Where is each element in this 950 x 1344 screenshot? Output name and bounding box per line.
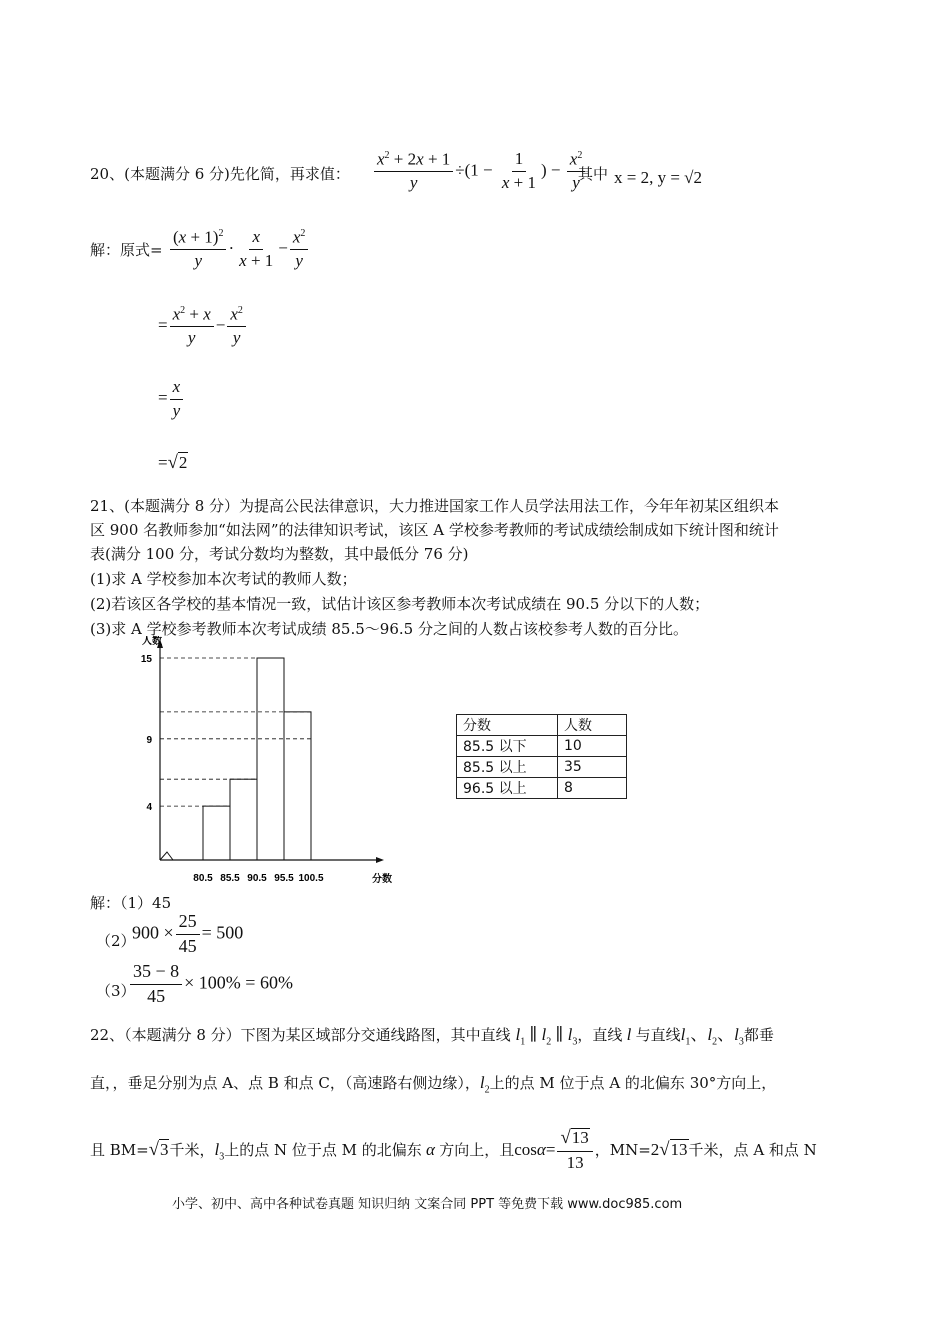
q21-answer-2-label: （2）: [96, 932, 136, 950]
y-tick-label: 15: [140, 654, 152, 665]
q21-line-5: (2)若该区各学校的基本情况一致，试估计该区参考教师本次考试成绩在 90.5 分以下的人数；: [90, 595, 710, 613]
axis-break: [160, 852, 173, 860]
q22-line-3c: 上的点 N 位于点 M 的北偏东: [224, 1141, 422, 1160]
x-tick-label: 100.5: [298, 873, 324, 884]
q21-line-1: 21、(本题满分 8 分）为提高公民法律意识，大力推进国家工作人员学法用法工作，今年年初某区组织本: [90, 497, 780, 515]
q21-line-4: (1)求 A 学校参加本次考试的教师人数；: [90, 570, 357, 588]
q21-line-3: 表(满分 100 分，考试分数均为整数，其中最低分 76 分): [90, 545, 469, 563]
score-table: [456, 714, 627, 799]
q22-line-1a: 22、（本题满分 8 分）下图为某区域部分交通线路图，其中直线: [90, 1026, 511, 1044]
q22-line-2b: 上的点 M 位于点 A 的北偏东 30°方向上，: [489, 1074, 777, 1092]
x-tick-label: 80.5: [193, 873, 213, 884]
q22-line-3: 且 BM= √ 3 千米，$l_3$上的点 N 位于点 M 的北偏东 α 方向上，且cos α = √ 13 13 ，MN=2 √ 13 千米，点 A 和点 N: [90, 1127, 817, 1172]
q22-line-2: 直，，垂足分别为点 A、点 B 和点 C，（高速路右侧边缘），$l_2$上的点 M 位于点 A 的北偏东 30°方向上，: [90, 1073, 777, 1096]
q20-condition: x = 2, y = √2: [614, 168, 703, 187]
q22-line-3b: 千米，: [169, 1141, 215, 1160]
q21-answer-2: 900 × $\frac{25}{45}$ = 500: [132, 911, 244, 956]
q20-step-4: = √ 2: [158, 452, 188, 473]
table-cell: 8: [558, 778, 627, 799]
table-row: [457, 757, 627, 778]
y-tick-label: 9: [146, 734, 152, 746]
x-axis-arrow: [376, 857, 384, 863]
table-header-count: 人数: [558, 715, 627, 736]
histogram-bar: [284, 712, 311, 860]
table-cell: 10: [558, 736, 627, 757]
page-footer: 小学、初中、高中各种试卷真题 知识归纳 文案合同 PPT 等免费下载 www.doc985.com: [172, 1197, 683, 1212]
q20-solution-label: 解：原式=: [90, 241, 163, 259]
y-tick-label: 4: [146, 802, 152, 814]
q22-line-3a: 且 BM=: [90, 1141, 149, 1160]
x-tick-label: 85.5: [220, 873, 240, 884]
q22-line-3e: ，MN=: [594, 1141, 651, 1160]
q20-expression: $\frac{x^2 + 2x + 1}{y}$ ÷(1 − $\frac{1}{x + 1}$ ) − $\frac{x^2}{y}$: [372, 150, 587, 193]
table-header-row: [457, 715, 627, 736]
x-axis-label: 分数: [372, 874, 392, 885]
histogram-bar: [230, 779, 257, 860]
q22-line-3d: 方向上，且: [439, 1141, 515, 1160]
q20-expr-tail: 其中: [578, 165, 609, 183]
q20-step-3: = $\frac{x}{y}$: [158, 378, 185, 420]
q22-line-1d: 都垂: [743, 1026, 774, 1044]
x-tick-label: 95.5: [274, 873, 294, 884]
table-cell: 85.5 以下: [457, 736, 558, 757]
q20-step-1: $\frac{(x + 1)^2}{y}$ · $\frac{x}{x + 1}$ − $\frac{x^2}{y}$: [168, 228, 310, 271]
q22-parallel-lines: $l_1$ ∥ $l_2$ ∥ $l_3$: [515, 1025, 578, 1048]
histogram-bar: [203, 806, 230, 860]
q21-answer-3-label: （3）: [96, 982, 136, 1000]
table-cell: 85.5 以上: [457, 757, 558, 778]
q21-line-2: 区 900 名教师参加“如法网”的法律知识考试，该区 A 学校参考教师的考试成绩绘制成如下统计图和统计: [90, 521, 779, 539]
q21-answer-1: 解：（1）45: [90, 894, 172, 912]
q20-step-2: = $\frac{x^2 + x}{y}$ − $\frac{x^2}{y}$: [158, 305, 248, 348]
q22-line-1: 22、（本题满分 8 分）下图为某区域部分交通线路图，其中直线 $l_1$ ∥ $l_2$ ∥ $l_3$，直线 l 与直线$l_1$、$l_2$、$l_3$都垂: [90, 1025, 774, 1048]
table-cell: 96.5 以上: [457, 778, 558, 799]
q21-line-6: (3)求 A 学校参考教师本次考试成绩 85.5～96.5 分之间的人数占该校参考人数的百分比。: [90, 620, 688, 638]
q22-line-1c: 与直线: [635, 1026, 681, 1044]
q21-answer-3: $\frac{35 - 8}{45}$ × 100% = 60%: [128, 962, 293, 1007]
table-header-score: 分数: [457, 715, 558, 736]
q22-line-2a: 直，，垂足分别为点 A、点 B 和点 C，（高速路右侧边缘），: [90, 1074, 480, 1092]
q22-line-3f: 千米，点 A 和点 N: [688, 1141, 817, 1160]
histogram-chart: [140, 636, 400, 886]
q22-line-1b: ，直线: [577, 1026, 623, 1044]
y-axis-label: 人数: [142, 636, 162, 647]
table-row: [457, 778, 627, 799]
table-cell: 35: [558, 757, 627, 778]
q20-header: 20、(本题满分 6 分)先化简，再求值：: [90, 165, 350, 183]
x-tick-label: 90.5: [247, 873, 267, 884]
table-row: [457, 736, 627, 757]
histogram-bar: [257, 658, 284, 860]
